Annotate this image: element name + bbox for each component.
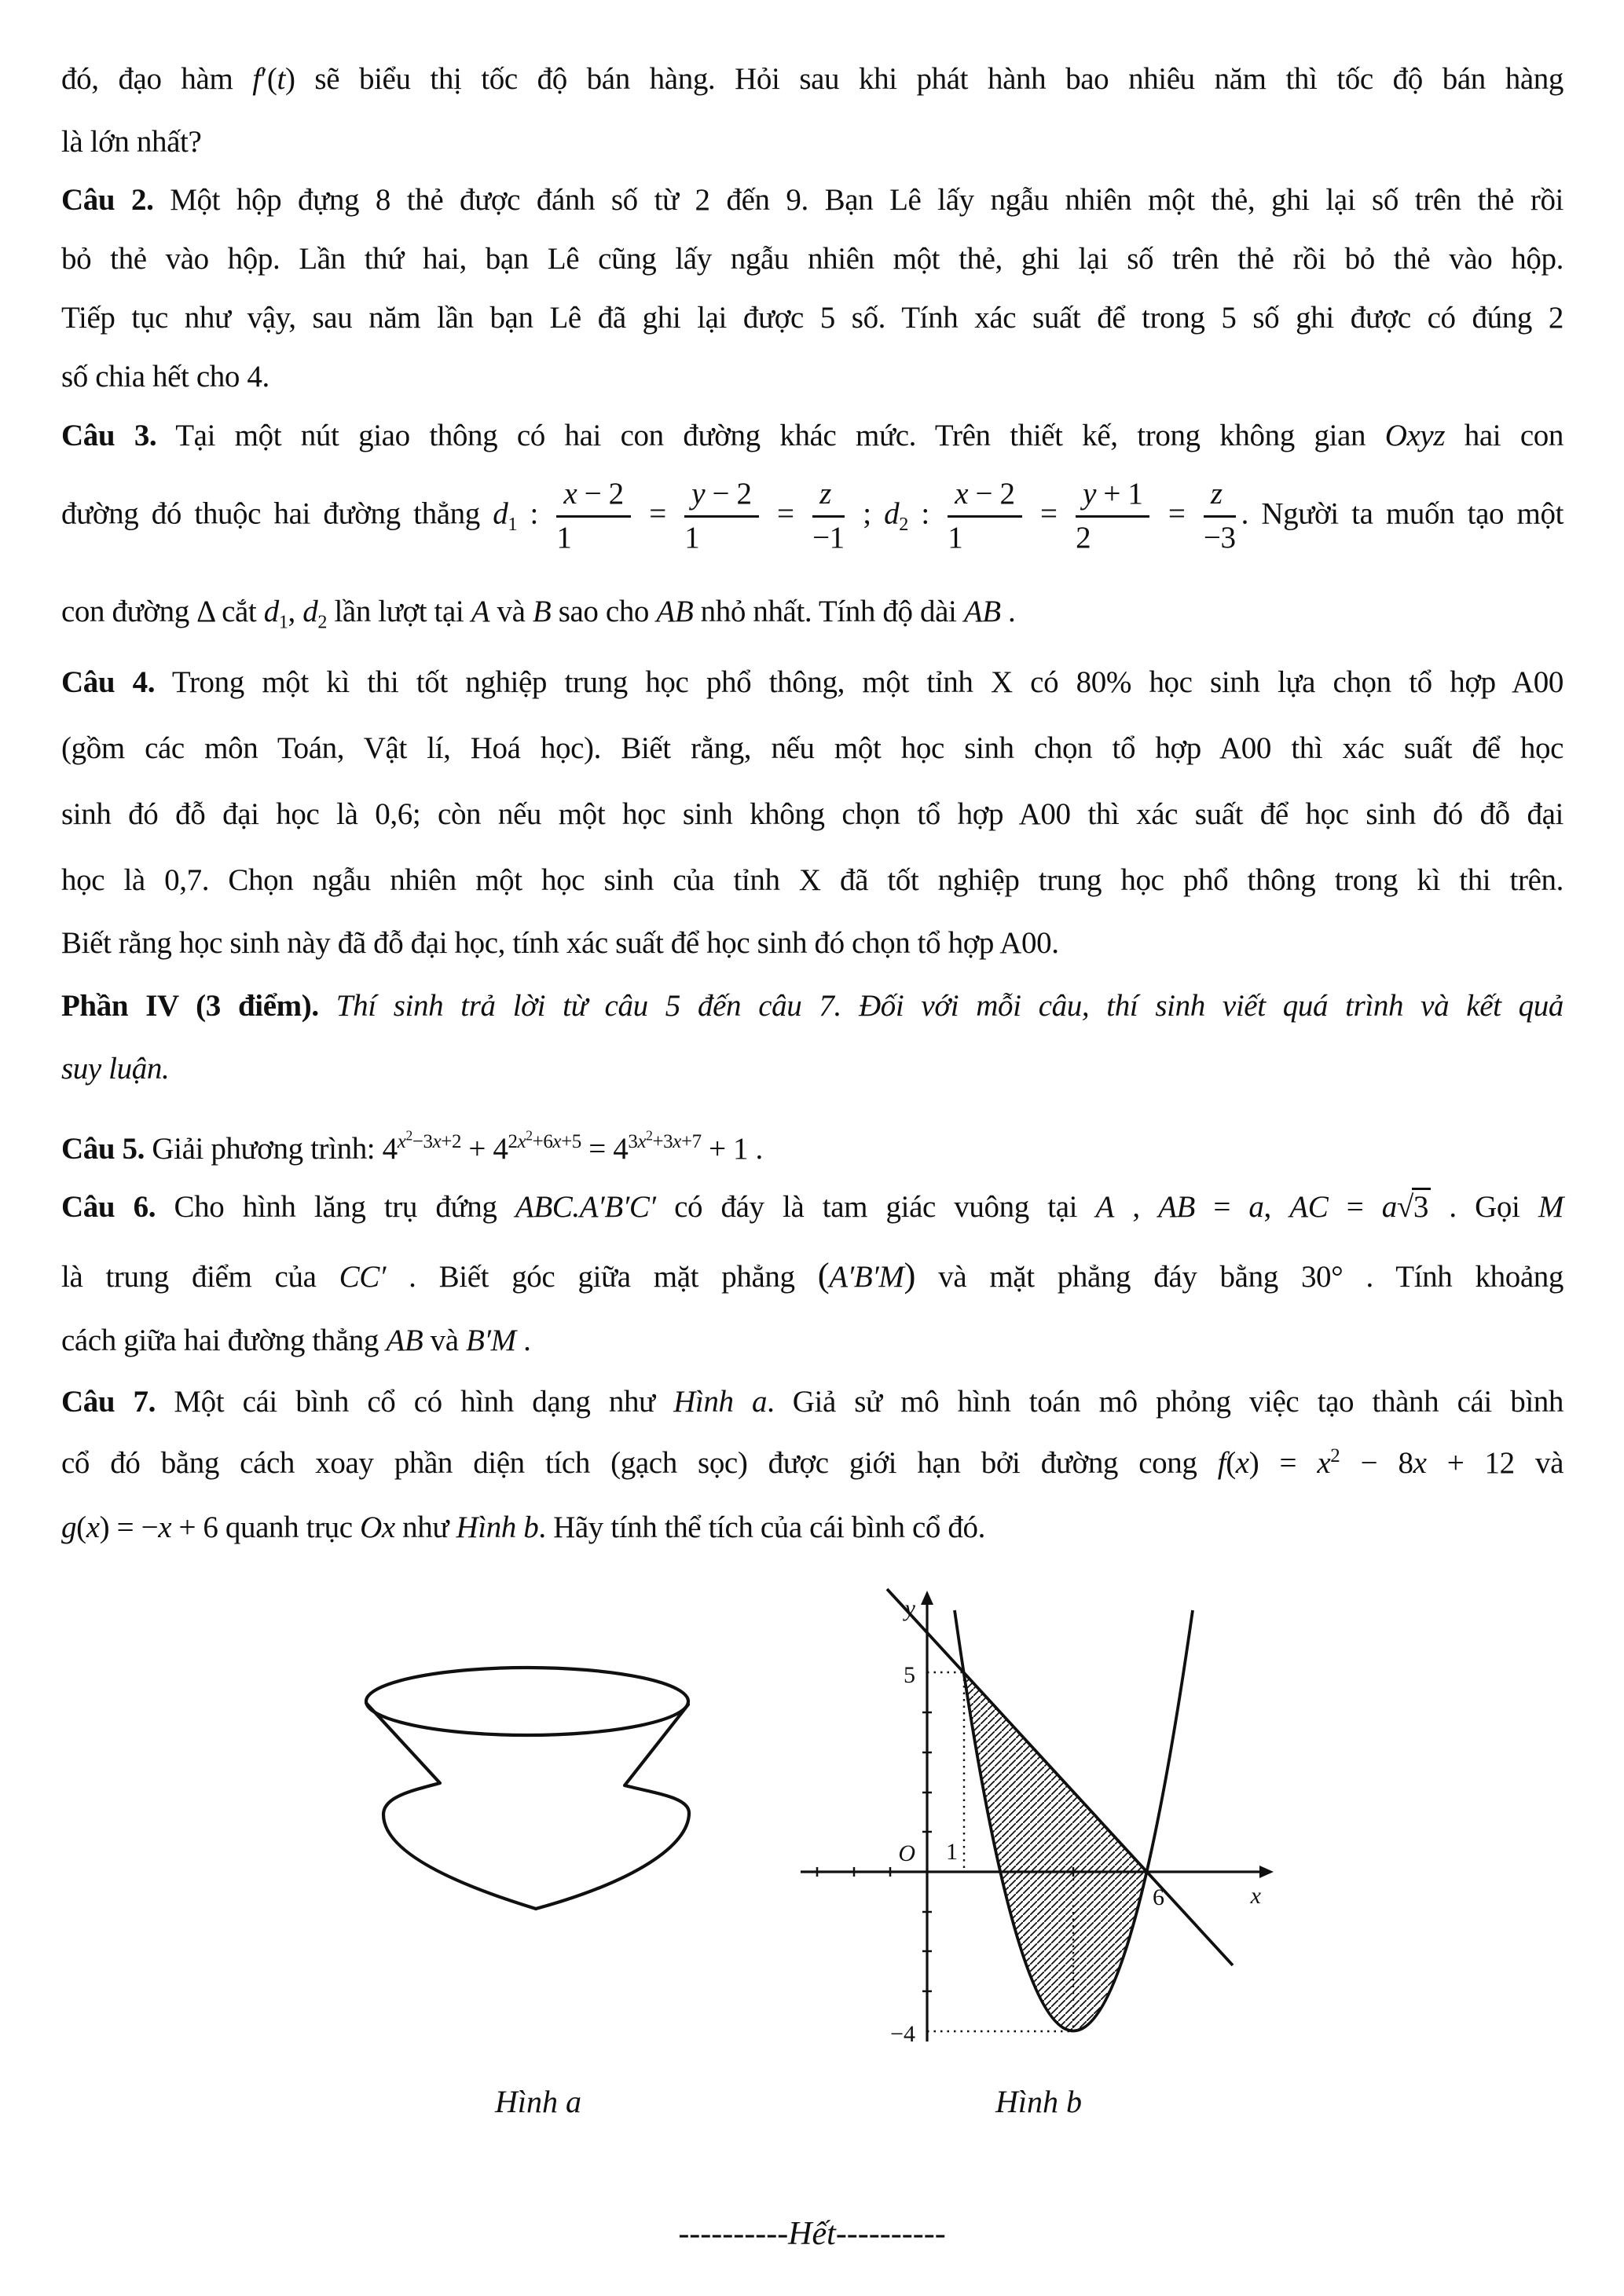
math-d2: d (884, 496, 900, 531)
y-axis-label: y (904, 1595, 915, 1621)
text-run: bỏ thẻ vào hộp. Lần thứ hai, bạn Lê cũng lấy ngẫu nhiên một thẻ, ghi lại số trên thẻ rồi bỏ thẻ vào hộp. (61, 242, 1564, 276)
math-f: f (1217, 1446, 1226, 1480)
question-label: Câu 7. (61, 1385, 156, 1419)
text-run: nhỏ nhất. Tính độ dài (693, 595, 964, 628)
text-run: + 1 (1096, 477, 1143, 511)
math-oxyz: Oxyz (1384, 419, 1446, 452)
text-run: + 1 . (701, 1132, 763, 1166)
tick-label-6: 6 (1153, 1884, 1164, 1910)
text-run: ) (284, 62, 295, 96)
math-var: y (691, 477, 706, 511)
text-run: con đường Δ cắt (61, 595, 264, 628)
text-run: sao cho (551, 595, 657, 628)
line-q4-2 (61, 724, 1564, 773)
hatched-region (964, 1672, 1147, 2031)
line-q7-3 (61, 1503, 1564, 1552)
math-var: x (673, 1131, 681, 1152)
exponent (508, 1127, 581, 1152)
line-part4-header-2 (61, 1045, 1564, 1093)
text-run: + 12 (1426, 1446, 1515, 1480)
math-AB: AB (656, 595, 694, 628)
text-run: ) = (1248, 1446, 1318, 1480)
text-run: . (515, 1324, 531, 1357)
text-run: sẽ biểu thị tốc độ bán hàng. Hỏi sau khi phát hành bao nhiêu năm thì tốc độ bán hàng (295, 62, 1564, 96)
text-run: . Giả sử mô hình toán mô phỏng việc tạo thành cái bình (767, 1385, 1564, 1419)
math-A: A (1095, 1190, 1114, 1224)
text-run: +7 (680, 1131, 702, 1152)
math-base-4: 4 (613, 1132, 629, 1166)
text-run: Tại một nút giao thông có hai con đường khác mức. Trên thiết kế, trong không gian (156, 419, 1385, 452)
squared: 2 (526, 1127, 533, 1144)
math-prism: ABC.A′B′C′ (515, 1190, 656, 1224)
text-run: : (907, 496, 943, 531)
line-q5 (61, 1125, 1564, 1174)
line-q3-3 (61, 588, 1564, 636)
exponent (628, 1127, 702, 1152)
numerator (812, 478, 845, 518)
text-run: cách giữa hai đường thẳng (61, 1324, 387, 1357)
figure-b-ref: Hình b (456, 1511, 539, 1544)
squared: 2 (646, 1127, 653, 1144)
figure-b-graph (790, 1583, 1277, 2058)
line-q2-1 (61, 176, 1564, 225)
math-var: x (552, 1131, 562, 1152)
text-run: sinh đó đỗ đại học là 0,6; còn nếu một học sinh không chọn tổ hợp A00 thì xác suất để học sinh đó đỗ đại (61, 797, 1564, 831)
text-run: đường đó thuộc hai đường thẳng (61, 496, 493, 531)
line-part4-header (61, 982, 1564, 1031)
text-run: và mặt phẳng đáy bằng (915, 1260, 1301, 1294)
text-run: học là 0,7. Chọn ngẫu nhiên một học sinh của tỉnh X đã tốt nghiệp trung học phổ thông trong kì thi trên. (61, 863, 1564, 897)
paren-open: ( (817, 1255, 830, 1294)
math-angle: 30° (1300, 1260, 1344, 1294)
math-AB: AB (386, 1324, 423, 1357)
text-run: = (1027, 496, 1071, 531)
math-AC: AC (1289, 1190, 1329, 1224)
text-run: , (288, 595, 303, 628)
math-var: x (397, 1131, 406, 1152)
text-run: − 2 (705, 477, 752, 511)
math-BM: B′M (466, 1324, 516, 1357)
line-q6-1 (61, 1183, 1564, 1232)
line-q7-1 (61, 1378, 1564, 1426)
squared: 2 (405, 1127, 412, 1144)
text-run: . (1000, 595, 1016, 628)
text-run: đó, đạo hàm (61, 62, 253, 96)
text-run: = (1194, 1190, 1249, 1224)
math-t: t (277, 62, 285, 96)
line-q4-1 (61, 658, 1564, 707)
text-run: . Gọi (1431, 1190, 1538, 1224)
text-run: và (423, 1324, 467, 1357)
math-x: x (158, 1511, 172, 1544)
square-root (1397, 1190, 1431, 1224)
text-run: − 2 (577, 477, 624, 511)
end-marker: ----------Hết---------- (678, 2216, 946, 2252)
text-run: − 8 (1340, 1446, 1413, 1480)
math-f: f (252, 62, 261, 96)
text-run: = (636, 496, 680, 531)
math-var: y (1083, 477, 1096, 511)
text-run: Một cái bình cổ có hình dạng như (156, 1385, 674, 1419)
fraction (812, 478, 845, 555)
line-q1-tail-2 (61, 118, 1564, 167)
tick-label-minus4: −4 (890, 2021, 915, 2047)
text-run: quanh trục (218, 1511, 361, 1544)
fraction (1204, 478, 1236, 555)
math-g: g (61, 1511, 77, 1544)
line-q4-3 (61, 790, 1564, 839)
math-d2: d (302, 595, 318, 628)
denominator: −1 (812, 520, 845, 555)
line-q4-4 (61, 856, 1564, 905)
text-run: +5 (561, 1131, 581, 1152)
line-q3-2-equations (61, 478, 1564, 555)
question-label: Câu 6. (61, 1190, 156, 1224)
text-run: ′( (260, 62, 277, 96)
x-axis-arrow (1259, 1866, 1274, 1878)
text-run: . Hãy tính thể tích của cái bình cổ đó. (538, 1511, 985, 1544)
paren-close: ) (904, 1255, 916, 1294)
text-run: Thí sinh trả lời từ câu 5 đến câu 7. Đối với mỗi câu, thí sinh viết quá trình và kết quả (318, 989, 1564, 1023)
math-ox-axis: Ox (360, 1511, 395, 1544)
denominator: 2 (1076, 520, 1091, 555)
math-A: A (471, 595, 490, 628)
math-x: x (1317, 1446, 1331, 1480)
line-q2-3 (61, 294, 1564, 342)
question-label: Câu 2. (61, 183, 154, 217)
line-q1-tail-1 (61, 55, 1564, 104)
text-run: Cho hình lăng trụ đứng (156, 1190, 515, 1224)
tick-label-1: 1 (946, 1839, 958, 1865)
text-run: = (764, 496, 808, 531)
math-B: B (532, 595, 552, 628)
math-var: z (819, 477, 831, 511)
text-run: +3 (652, 1131, 673, 1152)
text-run: lần lượt tại (327, 595, 471, 628)
question-label: Câu 4. (61, 665, 156, 699)
question-label: Câu 5. (61, 1132, 145, 1166)
text-run: . Biết góc giữa mặt phẳng (386, 1260, 818, 1294)
line-q2-4 (61, 353, 1564, 401)
math-CC: CC′ (339, 1260, 387, 1294)
math-plane: A′B′M (829, 1260, 904, 1294)
vase-rim-ellipse (366, 1668, 688, 1735)
text-run: Biết rằng học sinh này đã đỗ đại học, tính xác suất để học sinh đó chọn tổ hợp A00. (61, 926, 1059, 960)
denominator: 1 (684, 520, 700, 555)
line-q2-2 (61, 235, 1564, 284)
figure-a-ref: Hình a (673, 1385, 768, 1419)
math-base-4: 4 (493, 1132, 508, 1166)
fraction (1076, 478, 1149, 555)
numerator (1076, 478, 1149, 518)
vase-drawing (338, 1642, 731, 1932)
figure-a-vase (338, 1642, 731, 1936)
text-run: 2 (508, 1131, 518, 1152)
text-run: (gồm các môn Toán, Vật lí, Hoá học). Biết rằng, nếu một học sinh chọn tổ hợp A00 thì xác suất để học (61, 731, 1564, 765)
denominator: 1 (948, 520, 963, 555)
text-run: = (1328, 1190, 1382, 1224)
text-run: , (1263, 1190, 1290, 1224)
text-run: và (489, 595, 533, 628)
line-q7-2 (61, 1439, 1564, 1488)
text-run: Tiếp tục như vậy, sau năm lần bạn Lê đã ghi lại được 5 số. Tính xác suất để trong 5 số ghi được có đúng 2 (61, 301, 1564, 335)
numerator (684, 478, 758, 518)
text-run: cổ đó bằng cách xoay phần diện tích (gạch sọc) được giới hạn bởi đường cong (61, 1446, 1218, 1480)
text-run: = (1155, 496, 1198, 531)
line-q3-1 (61, 412, 1564, 460)
math-var: x (955, 477, 969, 511)
graph-drawing (790, 1583, 1277, 2054)
math-a: a (1381, 1190, 1397, 1224)
subscript: 1 (278, 611, 288, 633)
text-run: là trung điểm của (61, 1260, 339, 1294)
text-run: − 2 (968, 477, 1015, 511)
numerator (556, 478, 630, 518)
tick-label-5: 5 (904, 1662, 915, 1688)
text-run: ( (1226, 1446, 1236, 1480)
text-run: + (461, 1132, 493, 1166)
text-run: : (517, 496, 552, 531)
math-x: x (86, 1511, 100, 1544)
figure-a-caption: Hình a (495, 2084, 581, 2119)
text-run: +6 (532, 1131, 553, 1152)
text-run: Một hộp đựng 8 thẻ được đánh số từ 2 đến 9. Bạn Lê lấy ngẫu nhiên một thẻ, ghi lại số trên thẻ rồi (153, 183, 1564, 217)
text-run: 3 (628, 1131, 638, 1152)
origin-label: O (898, 1840, 915, 1866)
math-var: x (637, 1131, 647, 1152)
math-base-4: 4 (382, 1132, 398, 1166)
math-M: M (1538, 1190, 1564, 1224)
math-var: z (1210, 477, 1223, 511)
text-run: + 6 (171, 1511, 218, 1544)
text-run: Trong một kì thi tốt nghiệp trung học phổ thông, một tỉnh X có 80% học sinh lựa chọn tổ hợp A00 (155, 665, 1564, 699)
denominator: 1 (556, 520, 572, 555)
denominator: −3 (1203, 520, 1236, 555)
subscript: 1 (508, 513, 518, 535)
text-run: . Tính khoảng (1343, 1260, 1564, 1294)
math-AB: AB (1158, 1190, 1195, 1224)
math-var: x (517, 1131, 526, 1152)
text-run: là lớn nhất? (61, 125, 202, 159)
text-run: . Người ta muốn tạo một (1241, 496, 1564, 531)
text-run: ( (76, 1511, 86, 1544)
text-run: như (394, 1511, 456, 1544)
math-AB: AB (963, 595, 1001, 628)
fraction (948, 478, 1021, 555)
section-label: Phần IV (3 điểm). (61, 989, 319, 1023)
numerator (948, 478, 1021, 518)
text-run: Giải phương trình: (145, 1132, 383, 1166)
math-d1: d (263, 595, 279, 628)
text-run: = (581, 1132, 614, 1166)
x-axis-label: x (1250, 1883, 1261, 1909)
exponent (397, 1127, 462, 1152)
radicand: 3 (1412, 1188, 1431, 1224)
text-run: số chia hết cho 4. (61, 360, 269, 394)
math-var: x (432, 1131, 442, 1152)
math-x: x (1413, 1446, 1427, 1480)
text-run: −3 (412, 1131, 433, 1152)
question-label: Câu 3. (61, 419, 157, 452)
line-q6-3 (61, 1316, 1564, 1365)
numerator (1204, 478, 1236, 518)
fraction (684, 478, 758, 555)
math-a: a (1248, 1190, 1264, 1224)
text-run: ; (849, 496, 885, 531)
fraction (556, 478, 630, 555)
subscript: 2 (899, 513, 908, 535)
line-q4-5 (61, 919, 1564, 968)
text-run: ) = − (99, 1511, 159, 1544)
text-run: +2 (441, 1131, 462, 1152)
line-q6-2 (61, 1251, 1564, 1302)
math-var: x (563, 477, 577, 511)
text-run: suy luận. (61, 1052, 170, 1086)
text-run: có đáy là tam giác vuông tại (655, 1190, 1096, 1224)
figure-b-caption: Hình b (995, 2084, 1082, 2119)
squared: 2 (1330, 1445, 1340, 1467)
text-run: , (1113, 1190, 1159, 1224)
text-run: và (1514, 1446, 1564, 1480)
math-x: x (1235, 1446, 1249, 1480)
y-axis-arrow (921, 1591, 933, 1605)
text-run: hai con (1445, 419, 1564, 452)
math-d1: d (493, 496, 508, 531)
subscript: 2 (317, 611, 328, 633)
radical-sign: √ (1396, 1190, 1413, 1224)
